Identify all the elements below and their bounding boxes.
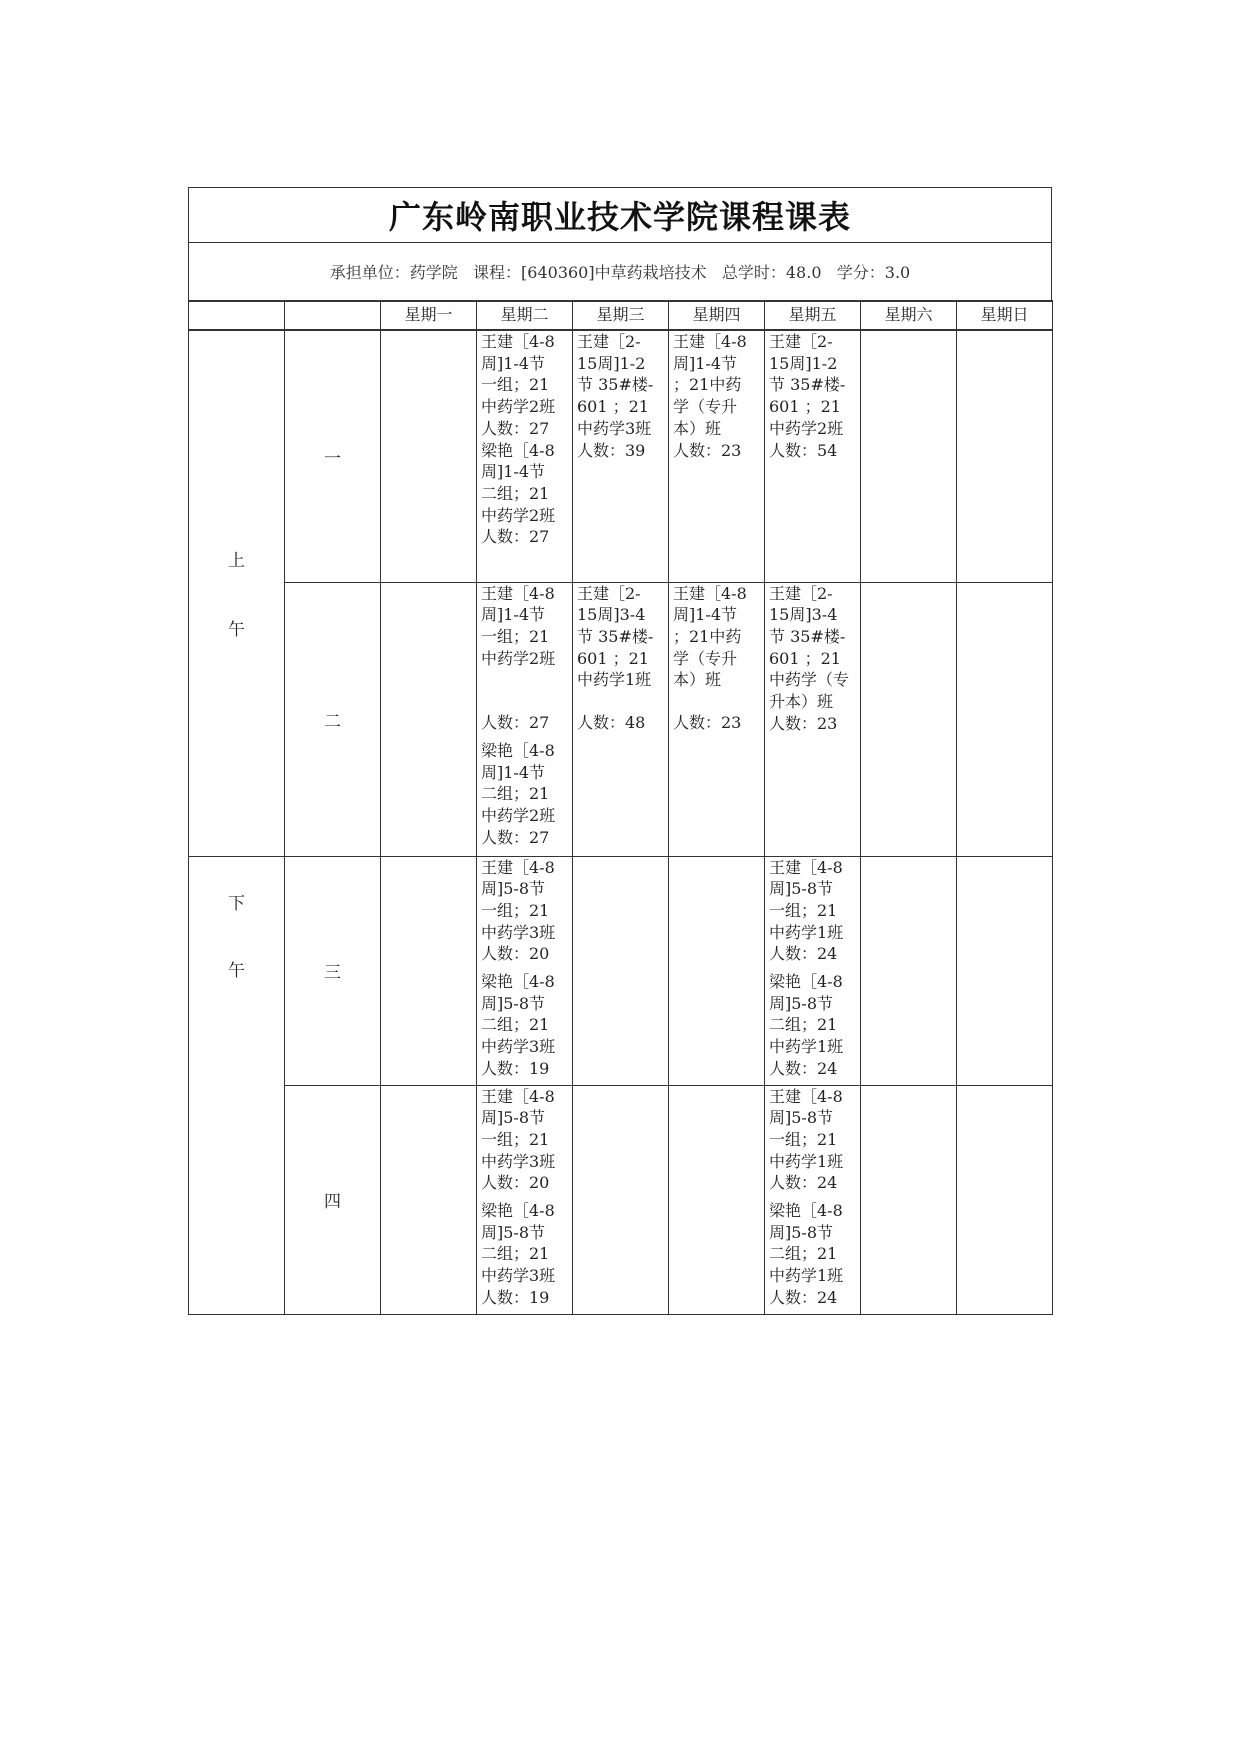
cell-mon-1 [381,330,477,582]
slot-row-2 [189,582,1053,856]
slot-label-1: 一 [285,330,381,582]
cell-sat-4 [861,1085,957,1314]
day-header-mon: 星期一 [381,301,477,330]
cell-thu-4 [669,1085,765,1314]
class-entry: 梁艳［4-8 周]5-8节 二组；21 中药学3班 人数：19 [481,1201,556,1307]
slot-label-4: 四 [285,1085,381,1314]
class-entry: 王建［4-8 周]5-8节 一组；21 中药学1班 人数：24 [769,857,844,964]
course-info [188,242,1052,300]
class-entry: 王建［4-8 周]1-4节 ；21中药 学（专升 本）班 人数：23 [673,332,747,460]
cell-fri-3 [765,856,861,1085]
class-entry: 王建［4-8 周]1-4节 一组；21 中药学2班 [481,583,556,668]
class-entry: 王建［2- 15周]3-4 节 35#楼- 601 ；21 中药学1班 [577,583,654,690]
header-row [189,301,1053,330]
class-entry: 王建［4-8 周]1-4节 一组；21 中药学2班 [481,332,556,417]
cell-sun-3 [957,856,1053,1085]
cell-wed-3 [573,856,669,1085]
cell-mon-4 [381,1085,477,1314]
cell-fri-1 [765,330,861,582]
hours-label: 总学时：48.0 [721,263,822,282]
class-entry: 王建［2- 15周]1-2 节 35#楼- 601 ；21 中药学2班 人数：54 [769,332,846,460]
slot-label-2: 二 [285,582,381,856]
class-count: 人数：27 [481,418,550,438]
class-entry: 梁艳［4-8 周]5-8节 二组；21 中药学1班 人数：24 [769,972,844,1078]
day-header-sat: 星期六 [861,301,957,330]
unit-label: 承担单位：药学院 [329,263,458,282]
class-entry: 王建［2- 15周]1-2 节 35#楼- 601 ；21 中药学3班 人数：39 [577,332,654,460]
afternoon-label: 下 午 [189,856,285,1314]
class-count: 人数：27 [481,713,550,733]
credit-label: 学分：3.0 [836,263,911,282]
cell-tue-2 [477,582,573,856]
class-entry: 王建［4-8 周]5-8节 一组；21 中药学3班 人数：20 [481,857,556,964]
class-entry: 梁艳［4-8 周]5-8节 二组；21 中药学1班 人数：24 [769,1201,844,1307]
cell-tue-1 [477,330,573,582]
corner-cell [189,301,285,330]
slot-label-3: 三 [285,856,381,1085]
cell-thu-1 [669,330,765,582]
title-bar [188,187,1052,242]
slot-row-3 [189,856,1053,1085]
class-count: 人数：48 [577,713,646,733]
slot-row-1 [189,330,1053,582]
cell-tue-4 [477,1085,573,1314]
class-count: 人数：23 [673,713,742,733]
cell-sat-2 [861,582,957,856]
class-entry: 王建［4-8 周]5-8节 一组；21 中药学1班 人数：24 [769,1086,844,1193]
slot-row-4 [189,1085,1053,1314]
day-header-wed: 星期三 [573,301,669,330]
class-entry: 王建［4-8 周]1-4节 ；21中药 学（专升 本）班 [673,583,747,690]
page-title: 广东岭南职业技术学院课程课表 [388,198,851,236]
cell-mon-2 [381,582,477,856]
class-entry: 梁艳［4-8 周]5-8节 二组；21 中药学3班 人数：19 [481,972,556,1078]
day-header-thu: 星期四 [669,301,765,330]
cell-fri-2 [765,582,861,856]
morning-label: 上 午 [189,330,285,856]
day-header-sun: 星期日 [957,301,1053,330]
timetable [188,300,1053,1315]
cell-thu-3 [669,856,765,1085]
class-entry: 梁艳［4-8 周]1-4节 二组；21 中药学2班 人数：27 [481,440,556,547]
cell-sun-1 [957,330,1053,582]
corner-cell [285,301,381,330]
cell-wed-4 [573,1085,669,1314]
course-label: 课程：[640360]中草药栽培技术 [473,263,707,282]
cell-mon-3 [381,856,477,1085]
cell-thu-2 [669,582,765,856]
cell-wed-1 [573,330,669,582]
cell-tue-3 [477,856,573,1085]
cell-sun-4 [957,1085,1053,1314]
day-header-fri: 星期五 [765,301,861,330]
cell-wed-2 [573,582,669,856]
class-entry: 王建［2- 15周]3-4 节 35#楼- 601 ；21 中药学（专 升本）班 人数：23 [769,583,850,733]
timetable-sheet [188,187,1052,1315]
cell-sun-2 [957,582,1053,856]
class-entry: 梁艳［4-8 周]1-4节 二组；21 中药学2班 人数：27 [481,741,556,847]
cell-fri-4 [765,1085,861,1314]
cell-sat-3 [861,856,957,1085]
class-entry: 王建［4-8 周]5-8节 一组；21 中药学3班 人数：20 [481,1086,556,1193]
cell-sat-1 [861,330,957,582]
day-header-tue: 星期二 [477,301,573,330]
